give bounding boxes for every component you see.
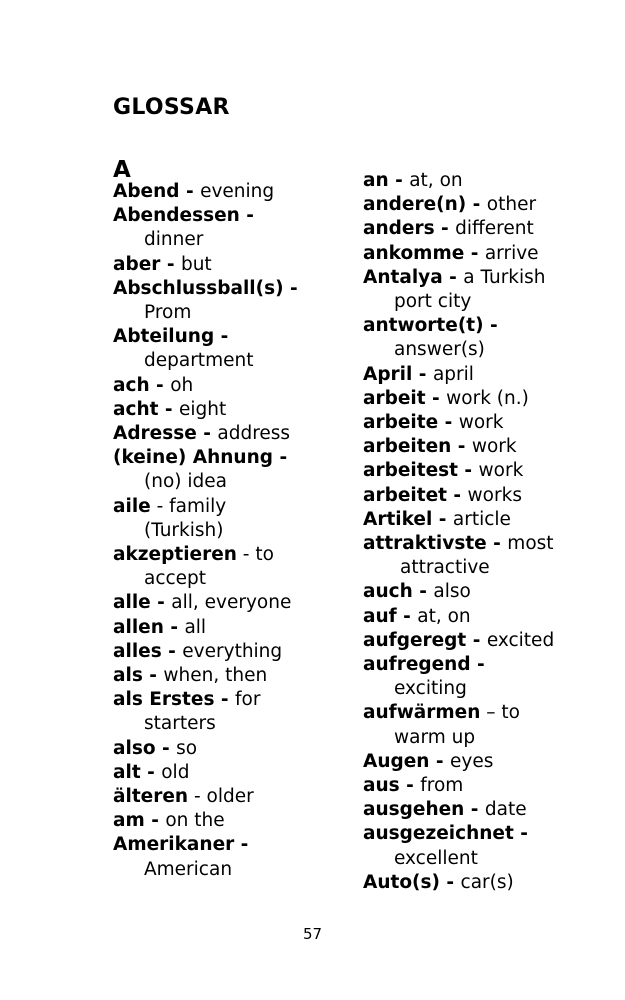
- glossary-definition: attractive: [400, 557, 490, 579]
- glossary-definition: - older: [188, 786, 254, 808]
- glossary-term: Augen -: [363, 750, 451, 772]
- glossary-entry: [363, 266, 623, 314]
- entry-continuation-line: [113, 228, 373, 252]
- entry-first-line: [113, 761, 373, 785]
- glossary-definition: but: [180, 253, 212, 275]
- glossary-definition: all: [184, 616, 207, 638]
- glossary-term: aber -: [113, 253, 181, 275]
- glossary-entry: [363, 169, 623, 193]
- glossary-entry: [363, 314, 623, 362]
- glossary-entry: [363, 193, 623, 217]
- glossary-term: andere(n) -: [363, 194, 487, 216]
- glossary-entry: [113, 833, 373, 881]
- entry-first-line: [113, 737, 373, 761]
- entry-first-line: [363, 411, 623, 435]
- glossary-term: Auto(s) -: [363, 871, 461, 893]
- glossary-definition: at, on: [409, 170, 463, 191]
- glossary-term: Abendessen -: [113, 205, 254, 227]
- glossary-entry: [113, 446, 373, 494]
- entry-first-line: [113, 664, 373, 688]
- glossary-definition: - to: [236, 544, 274, 566]
- glossary-definition: answer(s): [394, 339, 485, 361]
- entry-first-line: [113, 180, 373, 204]
- glossary-entry: [363, 363, 623, 387]
- entry-first-line: [363, 217, 623, 241]
- entry-continuation-line: [363, 847, 623, 871]
- entry-first-line: [113, 422, 373, 446]
- glossary-term: April -: [363, 363, 433, 385]
- glossary-term: akzeptieren: [113, 544, 237, 566]
- glossary-term: Artikel -: [363, 508, 453, 530]
- entry-first-line: [363, 169, 623, 193]
- glossary-definition: excited: [486, 629, 555, 651]
- glossary-term: antworte(t) -: [363, 315, 498, 337]
- entry-first-line: [113, 591, 373, 615]
- glossary-definition: – to: [480, 702, 520, 724]
- glossary-definition: - family: [150, 495, 227, 517]
- glossary-entry: [113, 495, 373, 543]
- entry-first-line: [113, 809, 373, 833]
- glossary-definition: old: [161, 761, 190, 783]
- glossary-term: auch -: [363, 581, 434, 603]
- glossary-entry: [113, 398, 373, 422]
- glossary-definition: department: [144, 350, 254, 372]
- entry-first-line: [113, 277, 373, 301]
- entry-first-line: [113, 785, 373, 809]
- entry-first-line: [363, 484, 623, 508]
- glossary-entry: [113, 374, 373, 398]
- entry-continuation-line: [363, 338, 623, 362]
- glossary-definition: most: [507, 533, 554, 555]
- glossary-entry: [363, 605, 623, 629]
- entry-continuation-line: [113, 712, 373, 736]
- entry-continuation-line: [113, 301, 373, 325]
- glossary-definition: also: [433, 581, 471, 603]
- entry-first-line: [363, 701, 623, 725]
- glossary-entry: [113, 640, 373, 664]
- glossary-term: Abschlussball(s) -: [113, 277, 298, 299]
- entry-first-line: [113, 833, 373, 857]
- glossary-term: ausgezeichnet -: [363, 823, 528, 845]
- entry-first-line: [363, 580, 623, 604]
- glossary-entry: [363, 411, 623, 435]
- entry-continuation-line: [363, 556, 623, 580]
- glossary-entry: [363, 387, 623, 411]
- glossary-definition: starters: [144, 713, 216, 735]
- glossary-entry: [363, 701, 623, 749]
- entry-first-line: [113, 204, 373, 228]
- glossary-entry: [113, 180, 373, 204]
- entry-first-line: [363, 387, 623, 411]
- glossary-definition: (Turkish): [144, 519, 224, 541]
- glossary-term: alle -: [113, 592, 172, 614]
- glossary-definition: works: [467, 484, 522, 506]
- glossary-definition: excellent: [394, 847, 478, 869]
- glossary-definition: (no) idea: [144, 471, 227, 493]
- entry-first-line: [363, 363, 623, 387]
- entry-first-line: [113, 398, 373, 422]
- glossary-term: allen -: [113, 616, 185, 638]
- glossary-entry: [363, 435, 623, 459]
- glossary-definition: for: [235, 689, 261, 711]
- glossary-term: arbeitet -: [363, 484, 468, 506]
- glossary-term: arbeiten -: [363, 436, 472, 458]
- glossary-definition: different: [455, 218, 534, 240]
- glossary-definition: car(s): [460, 871, 514, 893]
- entry-first-line: [113, 543, 373, 567]
- glossary-entry: [113, 688, 373, 736]
- glossary-term: aus -: [363, 775, 421, 797]
- glossary-definition: Prom: [144, 302, 192, 324]
- glossary-entry: [363, 774, 623, 798]
- entry-first-line: [363, 242, 623, 266]
- glossary-definition: eyes: [450, 750, 494, 772]
- entry-continuation-line: [113, 567, 373, 591]
- glossary-term: ausgehen -: [363, 799, 485, 821]
- entry-continuation-line: [113, 349, 373, 373]
- glossary-definition: evening: [200, 181, 275, 202]
- glossary-definition: so: [176, 737, 198, 759]
- glossary-term: arbeit -: [363, 387, 447, 409]
- glossary-term: Abteilung -: [113, 326, 229, 348]
- glossary-definition: from: [420, 775, 464, 797]
- glossary-entry: [363, 459, 623, 483]
- glossary-entry: [363, 629, 623, 653]
- glossary-entry: [113, 204, 373, 252]
- glossary-entry: [363, 508, 623, 532]
- entry-first-line: [363, 459, 623, 483]
- entry-continuation-line: [363, 677, 623, 701]
- entry-continuation-line: [113, 519, 373, 543]
- glossary-term: ankomme -: [363, 242, 485, 264]
- glossary-entry: [363, 798, 623, 822]
- glossary-term: (keine) Ahnung -: [113, 447, 288, 469]
- glossary-definition: work: [458, 412, 504, 434]
- glossary-definition: article: [452, 508, 511, 530]
- glossary-entry: [113, 761, 373, 785]
- glossary-entry: [113, 422, 373, 446]
- page-number: 57: [302, 925, 323, 943]
- entry-first-line: [363, 435, 623, 459]
- glossary-definition: a Turkish: [463, 266, 546, 288]
- glossary-definition: American: [144, 858, 233, 880]
- glossary-definition: date: [484, 799, 527, 821]
- glossary-term: Antalya -: [363, 266, 464, 288]
- entry-continuation-line: [113, 858, 373, 882]
- entry-first-line: [363, 532, 623, 556]
- glossary-entry: [113, 277, 373, 325]
- glossary-term: acht -: [113, 398, 180, 420]
- glossary-definition: work: [478, 460, 524, 482]
- entry-continuation-line: [113, 470, 373, 494]
- glossary-definition: on the: [165, 810, 225, 832]
- glossary-term: als -: [113, 665, 164, 687]
- entry-first-line: [363, 774, 623, 798]
- glossary-entry: [113, 543, 373, 591]
- glossary-term: Amerikaner -: [113, 834, 249, 856]
- glossary-term: ach -: [113, 374, 171, 396]
- entry-first-line: [363, 822, 623, 846]
- glossary-entry: [363, 822, 623, 870]
- entry-first-line: [363, 314, 623, 338]
- glossary-term: also -: [113, 737, 177, 759]
- glossary-definition: at, on: [417, 605, 471, 627]
- glossary-entry: [113, 616, 373, 640]
- glossary-definition: april: [432, 363, 474, 385]
- glossary-entry: [113, 591, 373, 615]
- glossary-term: an -: [363, 170, 410, 191]
- glossary-definition: exciting: [394, 678, 467, 700]
- entry-first-line: [363, 266, 623, 290]
- entry-first-line: [113, 688, 373, 712]
- glossary-term: arbeite -: [363, 412, 459, 434]
- glossary-entry: [363, 217, 623, 241]
- entry-first-line: [363, 605, 623, 629]
- glossary-term: aufwärmen: [363, 702, 481, 724]
- glossary-definition: dinner: [144, 229, 204, 251]
- entry-first-line: [113, 640, 373, 664]
- glossary-definition: work (n.): [446, 387, 529, 409]
- glossary-definition: arrive: [484, 242, 539, 264]
- section-letter: A: [113, 157, 131, 183]
- glossary-entry: [363, 532, 623, 580]
- glossary-definition: when, then: [163, 665, 268, 687]
- glossary-entry: [113, 253, 373, 277]
- entry-first-line: [363, 871, 623, 895]
- entry-continuation-line: [363, 726, 623, 750]
- glossary-term: auf -: [363, 605, 418, 627]
- glossary-definition: port city: [394, 291, 472, 313]
- entry-first-line: [363, 629, 623, 653]
- glossary-entry: [363, 750, 623, 774]
- glossary-term: aufgeregt -: [363, 629, 487, 651]
- entry-first-line: [113, 495, 373, 519]
- glossary-entry: [113, 785, 373, 809]
- entry-first-line: [363, 193, 623, 217]
- glossary-entry: [113, 325, 373, 373]
- entry-first-line: [363, 798, 623, 822]
- glossary-definition: everything: [182, 640, 283, 662]
- entry-first-line: [113, 325, 373, 349]
- glossary-column-right: [363, 169, 623, 895]
- glossary-entry: [363, 580, 623, 604]
- glossary-term: arbeitest -: [363, 460, 479, 482]
- glossary-entry: [363, 484, 623, 508]
- glossary-term: alles -: [113, 640, 183, 662]
- entry-first-line: [363, 653, 623, 677]
- glossary-definition: warm up: [394, 726, 476, 748]
- glossary-term: Adresse -: [113, 423, 218, 445]
- glossary-definition: accept: [144, 568, 207, 590]
- glossary-term: als Erstes -: [113, 689, 236, 711]
- entry-first-line: [113, 446, 373, 470]
- glossary-entry: [113, 664, 373, 688]
- glossary-definition: eight: [179, 398, 227, 420]
- glossary-entry: [113, 809, 373, 833]
- entry-first-line: [363, 508, 623, 532]
- glossary-term: aile: [113, 495, 151, 517]
- entry-continuation-line: [363, 290, 623, 314]
- entry-first-line: [363, 750, 623, 774]
- glossary-term: attraktivste -: [363, 533, 508, 555]
- entry-first-line: [113, 374, 373, 398]
- glossary-term: älteren: [113, 786, 189, 808]
- entry-first-line: [113, 616, 373, 640]
- glossary-term: anders -: [363, 218, 456, 240]
- glossary-column-left: [113, 180, 373, 882]
- glossary-entry: [363, 653, 623, 701]
- glossary-definition: work: [471, 436, 517, 458]
- glossary-definition: oh: [170, 374, 194, 396]
- entry-first-line: [113, 253, 373, 277]
- glossary-term: alt -: [113, 761, 162, 783]
- glossary-term: am -: [113, 810, 166, 832]
- glossary-term: aufregend -: [363, 654, 485, 676]
- glossary-heading: GLOSSAR: [113, 95, 230, 120]
- glossary-term: Abend -: [113, 181, 201, 202]
- glossary-entry: [113, 737, 373, 761]
- glossary-entry: [363, 871, 623, 895]
- glossary-entry: [363, 242, 623, 266]
- glossary-definition: other: [486, 194, 537, 216]
- glossary-definition: address: [217, 423, 291, 445]
- glossary-definition: all, everyone: [171, 592, 292, 614]
